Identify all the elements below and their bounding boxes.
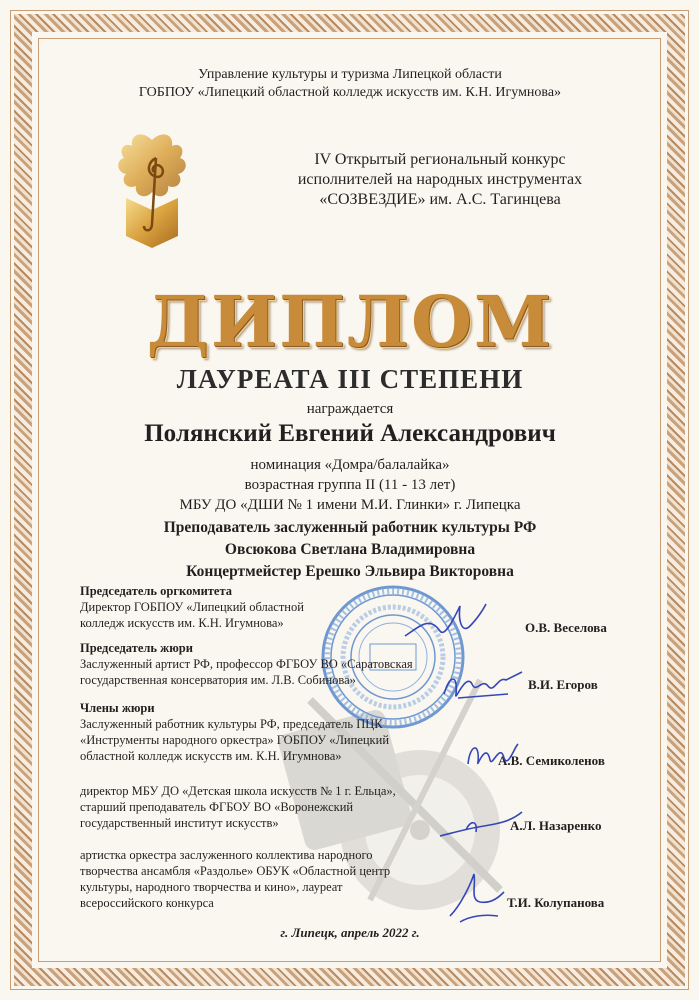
school: МБУ ДО «ДШИ № 1 имени М.И. Глинки» г. Липецка xyxy=(179,497,521,513)
org-head-title: Председатель оргкомитета xyxy=(80,584,233,598)
member-3-desc-2: творчества ансамбля «Раздолье» ОБУК «Областной центр xyxy=(80,864,391,878)
jury-members-title: Члены жюри xyxy=(80,701,155,715)
contest-line-1: IV Открытый региональный конкурс xyxy=(314,151,566,168)
age-group: возрастная группа II (11 - 13 лет) xyxy=(244,477,456,493)
member-2-name: А.Л. Назаренко xyxy=(510,818,602,833)
contest-logo-icon xyxy=(112,128,192,253)
member-1-desc-3: областной колледж искусств им. К.Н. Игумнова» xyxy=(80,749,342,763)
accompanist: Концертмейстер Ерешко Эльвира Викторовна xyxy=(186,563,514,580)
jury-head-desc-2: государственная консерватория им. Л.В. Собинова» xyxy=(80,673,356,687)
jury-head-desc-1: Заслуженный артист РФ, профессор ФГБОУ ВО «Саратовская xyxy=(80,657,413,671)
header-line-1: Управление культуры и туризма Липецкой области xyxy=(198,67,502,82)
jury-head-title: Председатель жюри xyxy=(80,641,193,655)
org-head-name: О.В. Веселова xyxy=(525,620,607,635)
signature-kolupanova-icon xyxy=(440,866,510,926)
org-head-desc-2: колледж искусств им. К.Н. Игумнова» xyxy=(80,616,284,630)
laureate-degree: ЛАУРЕАТА III СТЕПЕНИ xyxy=(176,364,524,394)
member-1-desc-1: Заслуженный работник культуры РФ, председатель ПЦК xyxy=(80,717,383,731)
member-3-desc-1: артистка оркестра заслуженного коллектива народного xyxy=(80,848,373,862)
member-1-desc-2: «Инструменты народного оркестра» ГОБПОУ «Липецкий xyxy=(80,733,390,747)
contest-line-2: исполнителей на народных инструментах xyxy=(297,171,583,188)
org-head-desc-1: Директор ГОБПОУ «Липецкий областной xyxy=(80,600,304,614)
place-and-date: г. Липецк, апрель 2022 г. xyxy=(280,925,420,940)
teacher-line-2: Овсюкова Светлана Владимировна xyxy=(224,541,476,558)
member-2-desc-3: государственный институт искусств» xyxy=(80,816,279,830)
contest-line-3: «СОЗВЕЗДИЕ» им. А.С. Тагинцева xyxy=(319,191,561,208)
member-2-desc-2: старший преподаватель ФГБОУ ВО «Воронежский xyxy=(80,800,354,814)
signature-nazarenko-icon xyxy=(436,806,526,846)
signature-veselova-icon xyxy=(400,596,490,646)
awarded-label: награждается xyxy=(306,401,394,417)
signature-egorov-icon xyxy=(438,664,528,708)
member-3-desc-3: культуры, народного творчества и кино», лауреат xyxy=(80,880,343,894)
member-2-desc-1: директор МБУ ДО «Детская школа искусств № 1 г. Ельца», xyxy=(80,784,396,798)
header-line-2: ГОБПОУ «Липецкий областной колледж искусств им. К.Н. Игумнова» xyxy=(138,85,562,100)
signature-semikolenov-icon xyxy=(462,734,522,774)
jury-head-name: В.И. Егоров xyxy=(528,677,598,692)
member-3-name: Т.И. Колупанова xyxy=(507,895,605,910)
nomination: номинация «Домра/балалайка» xyxy=(250,457,450,473)
diploma-title: ДИПЛОМ xyxy=(146,280,554,363)
member-1-name: А.В. Семиколенов xyxy=(498,753,605,768)
member-3-desc-4: всероссийского конкурса xyxy=(80,896,214,910)
recipient-name: Полянский Евгений Александрович xyxy=(144,420,556,447)
teacher-line-1: Преподаватель заслуженный работник культуры РФ xyxy=(163,519,537,536)
